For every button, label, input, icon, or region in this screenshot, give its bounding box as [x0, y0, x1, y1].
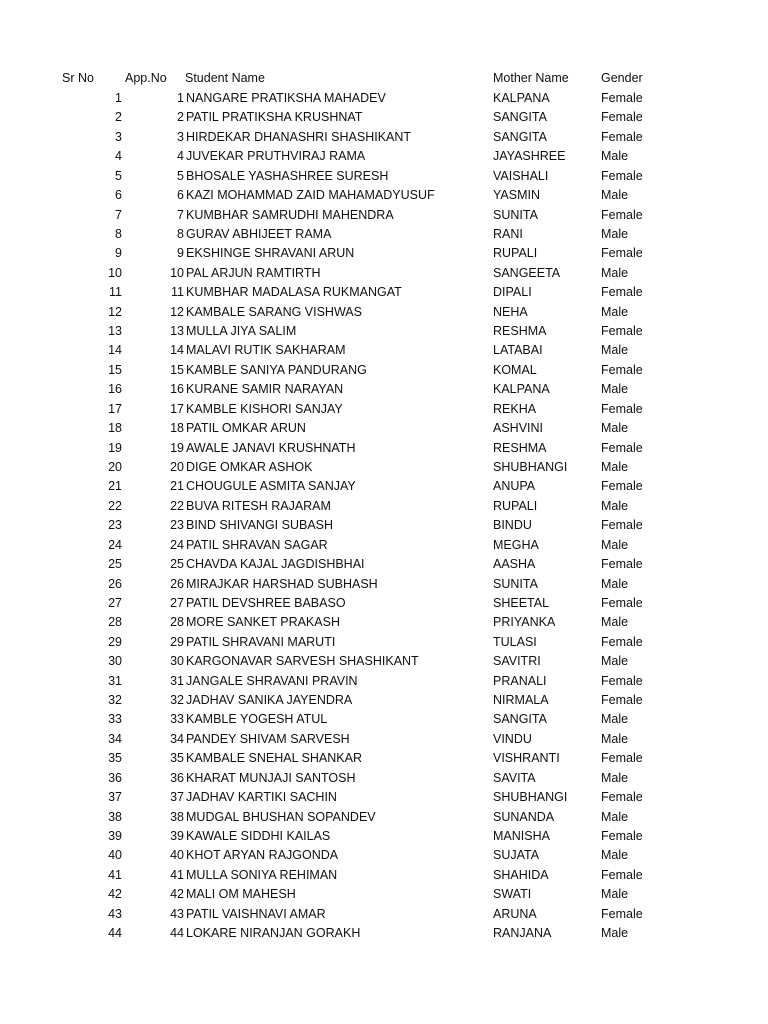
student-name-cell: PAL ARJUN RAMTIRTH [186, 265, 321, 280]
app-no-cell: 16 [170, 382, 184, 397]
app-no-cell: 19 [170, 440, 184, 455]
gender-cell: Male [601, 731, 629, 746]
gender-cell: Female [601, 790, 643, 805]
sr-no-cell: 19 [108, 440, 122, 455]
sr-no-cell: 23 [108, 518, 122, 533]
student-name-cell: JADHAV SANIKA JAYENDRA [186, 693, 353, 708]
sr-no-cell: 11 [109, 285, 122, 300]
sr-no-cell: 33 [108, 712, 122, 727]
app-no-cell: 39 [170, 828, 184, 843]
student-name-cell: JADHAV KARTIKI SACHIN [186, 790, 337, 805]
sr-no-cell: 6 [115, 188, 122, 203]
app-no-cell: 28 [170, 615, 184, 630]
mother-name-cell: SANGITA [493, 129, 547, 144]
mother-name-cell: SWATI [493, 887, 532, 902]
student-name-cell: JANGALE SHRAVANI PRAVIN [186, 673, 358, 688]
app-no-cell: 1 [177, 91, 184, 105]
app-no-cell: 10 [170, 265, 184, 280]
sr-no-cell: 3 [115, 129, 122, 144]
app-no-cell: 23 [170, 518, 184, 533]
mother-name-cell: SAVITA [493, 770, 536, 785]
app-no-cell: 6 [177, 188, 184, 203]
gender-cell: Male [601, 188, 629, 203]
table-row [0, 497, 768, 516]
sr-no-cell: 26 [108, 576, 122, 591]
gender-cell: Female [601, 91, 643, 105]
student-name-cell: PATIL SHRAVANI MARUTI [186, 634, 336, 649]
mother-name-cell: ASHVINI [493, 421, 544, 436]
mother-name-cell: SHEETAL [493, 595, 550, 610]
app-no-cell: 29 [170, 634, 184, 649]
app-no-cell: 17 [170, 401, 184, 416]
sr-no-cell: 30 [108, 654, 122, 669]
app-no-cell: 25 [170, 557, 184, 572]
sr-no-cell: 36 [108, 770, 122, 785]
student-name-cell: NANGARE PRATIKSHA MAHADEV [186, 91, 386, 105]
gender-cell: Male [601, 926, 629, 941]
app-no-cell: 24 [170, 537, 184, 552]
student-name-cell: KAWALE SIDDHI KAILAS [186, 828, 331, 843]
table-row [0, 788, 768, 807]
table-row [0, 283, 768, 302]
table-row [0, 380, 768, 399]
gender-cell: Female [601, 634, 643, 649]
app-no-cell: 20 [170, 459, 184, 474]
gender-cell: Male [601, 576, 629, 591]
sr-no-cell: 9 [115, 246, 122, 261]
gender-cell: Male [601, 304, 629, 319]
app-no-cell: 5 [177, 168, 184, 183]
sr-no-cell: 34 [108, 731, 122, 746]
student-name-cell: KAMBALE SARANG VISHWAS [186, 304, 362, 319]
app-no-cell: 15 [170, 362, 184, 377]
mother-name-cell: VINDU [493, 731, 532, 746]
table-row [0, 167, 768, 186]
student-name-cell: CHAVDA KAJAL JAGDISHBHAI [186, 557, 365, 572]
gender-cell: Female [601, 518, 643, 533]
student-name-cell: BIND SHIVANGI SUBASH [186, 518, 334, 533]
mother-name-cell: PRIYANKA [493, 615, 556, 630]
mother-name-cell: RANI [493, 226, 523, 241]
sr-no-cell: 25 [108, 557, 122, 572]
sr-no-cell: 28 [108, 615, 122, 630]
table-row [0, 885, 768, 904]
app-no-cell: 30 [170, 654, 184, 669]
sr-no-cell: 12 [108, 304, 122, 319]
student-name-cell: PATIL OMKAR ARUN [186, 421, 306, 436]
gender-cell: Female [601, 557, 643, 572]
table-row [0, 264, 768, 283]
student-name-cell: KUMBHAR SAMRUDHI MAHENDRA [186, 207, 394, 222]
app-no-cell: 11 [171, 285, 184, 300]
sr-no-cell: 14 [108, 343, 122, 358]
app-no-cell: 36 [170, 770, 184, 785]
student-name-cell: MORE SANKET PRAKASH [186, 615, 340, 630]
table-row [0, 439, 768, 458]
student-name-cell: KURANE SAMIR NARAYAN [186, 382, 344, 397]
table-row [0, 613, 768, 632]
gender-cell: Female [601, 751, 643, 766]
mother-name-cell: MEGHA [493, 537, 539, 552]
app-no-cell: 7 [177, 207, 184, 222]
gender-cell: Female [601, 362, 643, 377]
table-row [0, 303, 768, 322]
app-no-cell: 38 [170, 809, 184, 824]
table-row [0, 458, 768, 477]
mother-name-cell: RUPALI [493, 498, 538, 513]
app-no-cell: 13 [170, 324, 184, 339]
app-no-cell: 21 [170, 479, 184, 494]
mother-name-cell: YASMIN [493, 188, 540, 203]
gender-cell: Female [601, 110, 643, 125]
sr-no-cell: 38 [108, 809, 122, 824]
table-row [0, 419, 768, 438]
mother-name-cell: JAYASHREE [493, 149, 566, 164]
gender-cell: Female [601, 324, 643, 339]
app-no-cell: 44 [170, 926, 184, 941]
mother-name-cell: REKHA [493, 401, 537, 416]
table-row [0, 866, 768, 885]
student-name-cell: PATIL PRATIKSHA KRUSHNAT [186, 110, 363, 125]
table-row [0, 341, 768, 360]
student-name-cell: KHARAT MUNJAJI SANTOSH [186, 770, 356, 785]
student-name-cell: MULLA JIYA SALIM [186, 324, 297, 339]
sr-no-cell: 44 [108, 926, 122, 941]
mother-name-cell: DIPALI [493, 285, 532, 300]
table-row [0, 400, 768, 419]
student-name-cell: PATIL VAISHNAVI AMAR [186, 906, 326, 921]
sr-no-cell: 21 [108, 479, 122, 494]
table-row [0, 749, 768, 768]
gender-cell: Male [601, 421, 629, 436]
mother-name-cell: RUPALI [493, 246, 538, 261]
table-row [0, 710, 768, 729]
student-name-cell: GURAV ABHIJEET RAMA [186, 226, 332, 241]
gender-cell: Female [601, 673, 643, 688]
mother-name-cell: SUNANDA [493, 809, 555, 824]
app-no-cell: 32 [170, 693, 184, 708]
sr-no-cell: 24 [108, 537, 122, 552]
student-name-cell: KAMBALE SNEHAL SHANKAR [186, 751, 362, 766]
sr-no-cell: 10 [108, 265, 122, 280]
student-name-cell: KAMBLE SANIYA PANDURANG [186, 362, 367, 377]
app-no-cell: 31 [170, 673, 184, 688]
student-name-cell: MALAVI RUTIK SAKHARAM [186, 343, 346, 358]
sr-no-cell: 20 [108, 459, 122, 474]
student-name-cell: PATIL DEVSHREE BABASO [186, 595, 346, 610]
gender-cell: Male [601, 265, 629, 280]
mother-name-cell: SAVITRI [493, 654, 541, 669]
table-row [0, 322, 768, 341]
header-mother-name: Mother Name [493, 71, 569, 85]
sr-no-cell: 8 [115, 226, 122, 241]
app-no-cell: 8 [177, 226, 184, 241]
table-row [0, 827, 768, 846]
sr-no-cell: 1 [115, 91, 122, 105]
student-name-cell: BHOSALE YASHASHREE SURESH [186, 168, 389, 183]
sr-no-cell: 15 [108, 362, 122, 377]
sr-no-cell: 39 [108, 828, 122, 843]
header-student-name: Student Name [185, 71, 265, 85]
mother-name-cell: KALPANA [493, 382, 550, 397]
table-row [0, 147, 768, 166]
mother-name-cell: RANJANA [493, 926, 552, 941]
sr-no-cell: 27 [108, 595, 122, 610]
mother-name-cell: VISHRANTI [493, 751, 560, 766]
table-row [0, 905, 768, 924]
mother-name-cell: SANGEETA [493, 265, 561, 280]
table-row [0, 691, 768, 710]
gender-cell: Male [601, 537, 629, 552]
gender-cell: Female [601, 401, 643, 416]
sr-no-cell: 2 [115, 110, 122, 125]
mother-name-cell: TULASI [493, 634, 537, 649]
table-row [0, 555, 768, 574]
table-row [0, 633, 768, 652]
table-row [0, 206, 768, 225]
gender-cell: Female [601, 693, 643, 708]
student-name-cell: CHOUGULE ASMITA SANJAY [186, 479, 356, 494]
app-no-cell: 41 [170, 867, 184, 882]
mother-name-cell: SUJATA [493, 848, 540, 863]
app-no-cell: 26 [170, 576, 184, 591]
mother-name-cell: BINDU [493, 518, 532, 533]
table-row [0, 128, 768, 147]
student-name-cell: PATIL SHRAVAN SAGAR [186, 537, 328, 552]
sr-no-cell: 37 [108, 790, 122, 805]
student-name-cell: KHOT ARYAN RAJGONDA [186, 848, 339, 863]
mother-name-cell: LATABAI [493, 343, 543, 358]
app-no-cell: 4 [177, 149, 184, 164]
gender-cell: Female [601, 168, 643, 183]
app-no-cell: 22 [170, 498, 184, 513]
sr-no-cell: 4 [115, 149, 122, 164]
sr-no-cell: 31 [108, 673, 122, 688]
sr-no-cell: 29 [108, 634, 122, 649]
header-app-no: App.No [125, 71, 167, 85]
student-name-cell: KARGONAVAR SARVESH SHASHIKANT [186, 654, 419, 669]
student-name-cell: BUVA RITESH RAJARAM [186, 498, 331, 513]
gender-cell: Female [601, 828, 643, 843]
sr-no-cell: 13 [108, 324, 122, 339]
table-row [0, 769, 768, 788]
mother-name-cell: SUNITA [493, 207, 538, 222]
gender-cell: Female [601, 479, 643, 494]
gender-cell: Female [601, 595, 643, 610]
table-row [0, 108, 768, 127]
app-no-cell: 3 [177, 129, 184, 144]
sr-no-cell: 7 [115, 207, 122, 222]
sr-no-cell: 35 [108, 751, 122, 766]
app-no-cell: 18 [170, 421, 184, 436]
gender-cell: Female [601, 440, 643, 455]
student-name-cell: MALI OM MAHESH [186, 887, 296, 902]
student-name-cell: AWALE JANAVI KRUSHNATH [186, 440, 356, 455]
sr-no-cell: 42 [108, 887, 122, 902]
gender-cell: Male [601, 887, 629, 902]
table-row [0, 477, 768, 496]
sr-no-cell: 32 [108, 693, 122, 708]
sr-no-cell: 40 [108, 848, 122, 863]
student-name-cell: KAMBLE YOGESH ATUL [186, 712, 328, 727]
app-no-cell: 33 [170, 712, 184, 727]
gender-cell: Female [601, 906, 643, 921]
table-row [0, 536, 768, 555]
sr-no-cell: 5 [115, 168, 122, 183]
gender-cell: Male [601, 149, 629, 164]
student-name-cell: KAMBLE KISHORI SANJAY [186, 401, 343, 416]
mother-name-cell: RESHMA [493, 440, 547, 455]
sr-no-cell: 17 [108, 401, 122, 416]
student-name-cell: PANDEY SHIVAM SARVESH [186, 731, 350, 746]
app-no-cell: 35 [170, 751, 184, 766]
mother-name-cell: KOMAL [493, 362, 537, 377]
table-row [0, 89, 768, 108]
mother-name-cell: SHAHIDA [493, 867, 549, 882]
gender-cell: Male [601, 770, 629, 785]
table-row [0, 244, 768, 263]
app-no-cell: 37 [170, 790, 184, 805]
sr-no-cell: 22 [108, 498, 122, 513]
student-name-cell: EKSHINGE SHRAVANI ARUN [186, 246, 355, 261]
app-no-cell: 34 [170, 731, 184, 746]
mother-name-cell: ARUNA [493, 906, 537, 921]
app-no-cell: 27 [170, 595, 184, 610]
gender-cell: Male [601, 459, 629, 474]
header-row [0, 69, 768, 88]
header-sr-no: Sr No [62, 71, 94, 85]
gender-cell: Female [601, 129, 643, 144]
sr-no-cell: 43 [108, 906, 122, 921]
mother-name-cell: KALPANA [493, 91, 550, 105]
app-no-cell: 2 [177, 110, 184, 125]
table-row [0, 186, 768, 205]
app-no-cell: 40 [170, 848, 184, 863]
student-name-cell: HIRDEKAR DHANASHRI SHASHIKANT [186, 129, 412, 144]
mother-name-cell: PRANALI [493, 673, 547, 688]
app-no-cell: 42 [170, 887, 184, 902]
student-name-cell: KUMBHAR MADALASA RUKMANGAT [186, 285, 402, 300]
student-name-cell: KAZI MOHAMMAD ZAID MAHAMADYUSUF [186, 188, 435, 203]
header-gender: Gender [601, 71, 643, 85]
mother-name-cell: NIRMALA [493, 693, 549, 708]
table-row [0, 575, 768, 594]
sr-no-cell: 18 [108, 421, 122, 436]
gender-cell: Male [601, 343, 629, 358]
table-row [0, 361, 768, 380]
gender-cell: Male [601, 654, 629, 669]
student-name-cell: DIGE OMKAR ASHOK [186, 459, 313, 474]
gender-cell: Male [601, 848, 629, 863]
gender-cell: Male [601, 615, 629, 630]
mother-name-cell: SHUBHANGI [493, 459, 568, 474]
mother-name-cell: AASHA [493, 557, 536, 572]
gender-cell: Male [601, 226, 629, 241]
sr-no-cell: 16 [108, 382, 122, 397]
student-name-cell: MIRAJKAR HARSHAD SUBHASH [186, 576, 378, 591]
table-row [0, 672, 768, 691]
mother-name-cell: RESHMA [493, 324, 547, 339]
gender-cell: Female [601, 285, 643, 300]
app-no-cell: 12 [170, 304, 184, 319]
table-row [0, 652, 768, 671]
table-row [0, 594, 768, 613]
table-row [0, 516, 768, 535]
student-name-cell: MULLA SONIYA REHIMAN [186, 867, 338, 882]
mother-name-cell: ANUPA [493, 479, 536, 494]
gender-cell: Female [601, 867, 643, 882]
app-no-cell: 9 [177, 246, 184, 261]
table-row [0, 730, 768, 749]
table-row [0, 846, 768, 865]
gender-cell: Female [601, 207, 643, 222]
table-row [0, 924, 768, 943]
gender-cell: Male [601, 382, 629, 397]
mother-name-cell: SHUBHANGI [493, 790, 568, 805]
gender-cell: Male [601, 809, 629, 824]
app-no-cell: 14 [170, 343, 184, 358]
student-name-cell: LOKARE NIRANJAN GORAKH [186, 926, 361, 941]
student-name-cell: MUDGAL BHUSHAN SOPANDEV [186, 809, 376, 824]
student-name-cell: JUVEKAR PRUTHVIRAJ RAMA [186, 149, 366, 164]
table-row [0, 808, 768, 827]
gender-cell: Male [601, 498, 629, 513]
mother-name-cell: VAISHALI [493, 168, 549, 183]
app-no-cell: 43 [170, 906, 184, 921]
gender-cell: Female [601, 246, 643, 261]
gender-cell: Male [601, 712, 629, 727]
mother-name-cell: SUNITA [493, 576, 538, 591]
mother-name-cell: MANISHA [493, 828, 550, 843]
table-row [0, 225, 768, 244]
mother-name-cell: SANGITA [493, 712, 547, 727]
mother-name-cell: NEHA [493, 304, 528, 319]
mother-name-cell: SANGITA [493, 110, 547, 125]
sr-no-cell: 41 [108, 867, 122, 882]
